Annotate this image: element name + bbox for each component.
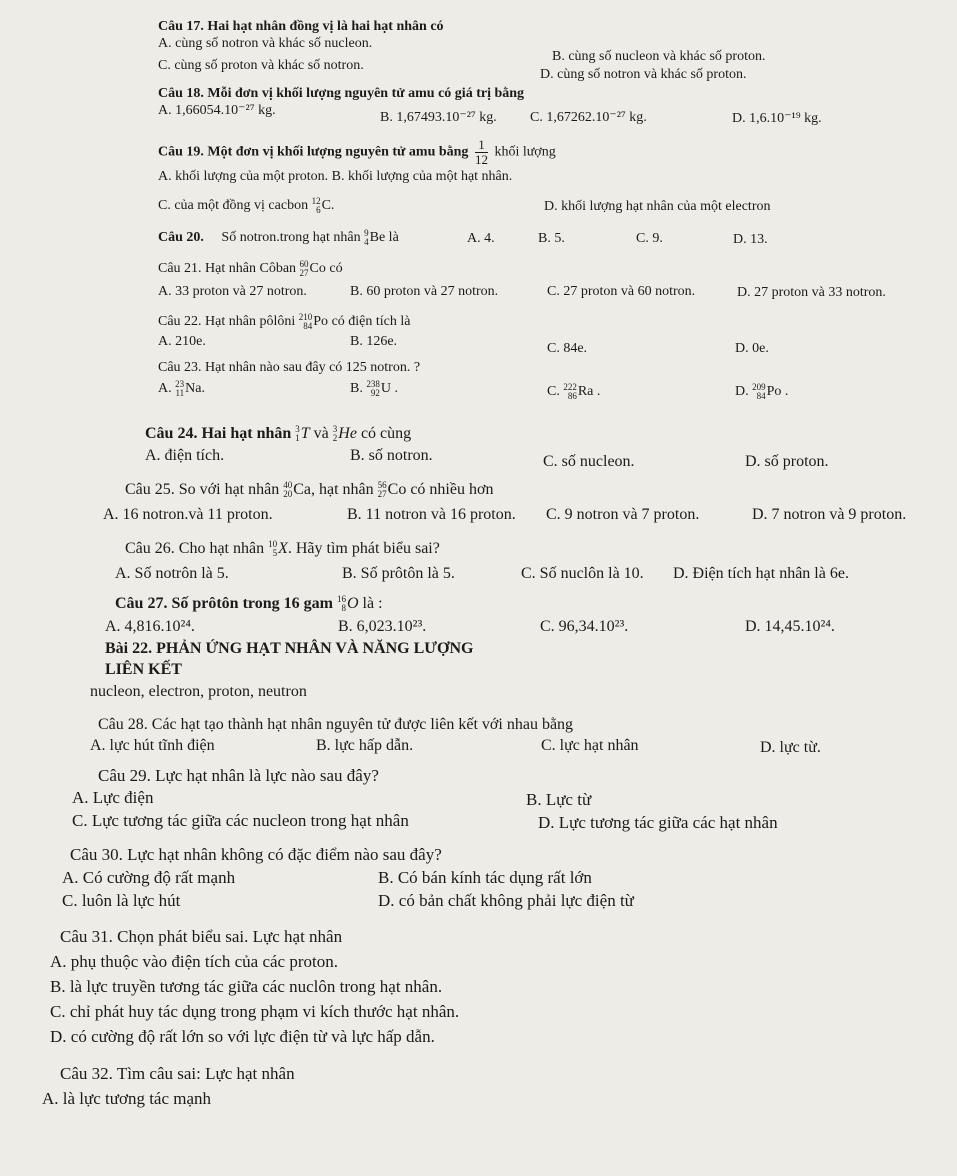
q20-option-c: C. 9.	[636, 231, 663, 246]
q21-title-text: Câu 21. Hạt nhân Côban	[158, 261, 297, 277]
q22-title-post: có điện tích là	[331, 314, 411, 330]
po209-atomic: 84	[756, 391, 766, 401]
q32-option-a: A. là lực tương tác mạnh	[42, 1089, 212, 1108]
q19-title-pre: Câu 19. Một đơn vị khối lượng nguyên tử amu bằng	[158, 144, 469, 160]
q23-b-label: B.	[350, 381, 363, 397]
q25-title	[125, 481, 493, 499]
q17-option-b: B. cùng số nucleon và khác số proton.	[552, 49, 766, 64]
q20-title	[158, 229, 399, 247]
t-mass: 3	[295, 424, 300, 435]
q17-title: Câu 17. Hai hạt nhân đồng vị là hai hạt nhân có	[158, 19, 444, 34]
co56-symbol: Co	[387, 481, 407, 498]
q27-option-d: D. 14,45.10²⁴.	[745, 618, 835, 635]
co56-isotope	[378, 481, 387, 499]
q23-option-b	[350, 380, 398, 398]
po209-isotope	[752, 383, 766, 401]
q20-text: Số notron.trong hạt nhân	[221, 230, 361, 246]
q19-title-post: khối lượng	[494, 144, 556, 160]
co56-atomic: 27	[377, 489, 387, 500]
q26-title-post: . Hãy tìm phát biểu sai?	[287, 540, 440, 557]
section-keywords: nucleon, electron, proton, neutron	[90, 683, 307, 700]
q18-option-d: D. 1,6.10⁻¹⁹ kg.	[732, 111, 822, 126]
q17-option-a: A. cùng số notron và khác số nucleon.	[158, 36, 373, 51]
q25-option-d: D. 7 notron và 9 proton.	[752, 506, 907, 523]
q24-title	[145, 425, 411, 443]
q22-option-a: A. 210e.	[158, 334, 206, 349]
q29-option-d: D. Lực tương tác giữa các hạt nhân	[538, 813, 778, 832]
q29-option-b: B. Lực từ	[526, 790, 592, 809]
q26-option-d: D. Điện tích hạt nhân là 6e.	[673, 565, 849, 582]
co56-mass: 56	[377, 480, 387, 491]
be-atomic: 4	[364, 237, 369, 247]
q29-option-c: C. Lực tương tác giữa các nucleon trong hạt nhân	[72, 811, 409, 830]
o-atomic: 8	[341, 603, 346, 614]
q31-option-d: D. có cường độ rất lớn so với lực điện từ và lực hấp dẫn.	[50, 1027, 435, 1046]
q27-title-post: là :	[362, 595, 383, 612]
po-symbol: Po	[313, 314, 329, 330]
q24-option-d: D. số proton.	[745, 453, 829, 470]
q19-title	[158, 138, 556, 167]
he-symbol: He	[338, 425, 357, 442]
section-subtitle: LIÊN KẾT	[105, 661, 182, 678]
q22-title	[158, 313, 410, 331]
u-atomic: 92	[370, 388, 380, 398]
be-symbol: Be là	[369, 230, 399, 246]
q30-option-d: D. có bản chất không phải lực điện từ	[378, 891, 634, 910]
ra-symbol: Ra .	[577, 384, 601, 400]
q31-option-a: A. phụ thuộc vào điện tích của các proton.	[50, 952, 338, 971]
na-symbol: Na.	[185, 381, 205, 397]
u-mass: 238	[366, 379, 380, 389]
q31-option-c: C. chỉ phát huy tác dụng trong phạm vi kích thước hạt nhân.	[50, 1002, 460, 1021]
co-isotope	[300, 260, 309, 278]
q23-option-d	[735, 383, 788, 401]
o-isotope	[337, 595, 346, 613]
x-mass: 10	[268, 539, 278, 550]
q21-option-d: D. 27 proton và 33 notron.	[737, 285, 886, 300]
q21-option-a: A. 33 proton và 27 notron.	[158, 284, 307, 299]
ra-mass: 222	[563, 382, 577, 392]
o-symbol: O	[346, 595, 359, 612]
q30-title: Câu 30. Lực hạt nhân không có đặc điểm nào sau đây?	[70, 845, 442, 864]
ca-atomic: 20	[283, 489, 293, 500]
q27-option-c: C. 96,34.10²³.	[540, 618, 629, 635]
q18-title: Câu 18. Mỗi đơn vị khối lượng nguyên tử amu có giá trị bằng	[158, 86, 525, 101]
ra-isotope	[563, 383, 577, 401]
q25-option-a: A. 16 notron.và 11 proton.	[103, 506, 273, 523]
q21-option-c: C. 27 proton và 60 notron.	[547, 284, 696, 299]
q22-option-b: B. 126e.	[350, 334, 398, 349]
be-isotope	[364, 229, 369, 247]
q20-option-a: A. 4.	[467, 231, 495, 246]
q31-title: Câu 31. Chọn phát biểu sai. Lực hạt nhân	[60, 927, 343, 946]
q32-title: Câu 32. Tìm câu sai: Lực hạt nhân	[60, 1064, 295, 1083]
q20-label: Câu 20.	[158, 230, 204, 246]
be-mass: 9	[364, 228, 369, 238]
q20-option-d: D. 13.	[733, 232, 768, 247]
q28-option-c: C. lực hạt nhân	[541, 737, 639, 754]
he-isotope	[333, 425, 338, 443]
q22-option-c: C. 84e.	[547, 341, 588, 356]
q23-option-a	[158, 380, 205, 398]
he-mass: 3	[332, 424, 338, 435]
q24-option-a: A. điện tích.	[145, 447, 225, 464]
q24-title-text: Câu 24. Hai hạt nhân	[145, 425, 292, 442]
u-symbol: U .	[380, 381, 398, 397]
q19-frac-den: 12	[474, 152, 488, 167]
po209-mass: 209	[752, 382, 766, 392]
q20-option-b: B. 5.	[538, 231, 565, 246]
ca-mass: 40	[283, 480, 293, 491]
co-symbol: Co có	[309, 261, 343, 277]
t-isotope	[295, 425, 300, 443]
co-atomic: 27	[299, 268, 309, 278]
q26-option-c: C. Số nuclôn là 10.	[521, 565, 644, 582]
q28-title: Câu 28. Các hạt tạo thành hạt nhân nguyên tử được liên kết với nhau bằng	[98, 716, 574, 733]
na-isotope	[175, 380, 184, 398]
q27-option-a: A. 4,816.10²⁴.	[105, 618, 195, 635]
q25-title-post: có nhiều hơn	[410, 481, 494, 498]
q19-fraction	[475, 138, 488, 167]
he-atomic: 2	[332, 433, 338, 444]
q23-title: Câu 23. Hạt nhân nào sau đây có 125 notron. ?	[158, 360, 421, 375]
o-mass: 16	[336, 594, 346, 605]
q26-title	[125, 540, 440, 558]
x-isotope	[268, 540, 277, 558]
ra-atomic: 86	[567, 391, 577, 401]
q19-options-ab: A. khối lượng của một proton. B. khối lượng của một hạt nhân.	[158, 169, 513, 184]
q23-a-label: A.	[158, 381, 172, 397]
q24-option-b: B. số notron.	[350, 447, 433, 464]
t-symbol: T	[300, 425, 310, 442]
q29-option-a: A. Lực điện	[72, 788, 154, 807]
q26-option-a: A. Số notrôn là 5.	[115, 565, 229, 582]
co-mass: 60	[299, 259, 309, 269]
q25-option-c: C. 9 notron và 7 proton.	[546, 506, 700, 523]
q18-option-b: B. 1,67493.10⁻²⁷ kg.	[380, 110, 497, 125]
q25-option-b: B. 11 notron và 16 proton.	[347, 506, 516, 523]
carbon-symbol: C.	[321, 198, 335, 214]
q27-title	[115, 595, 383, 613]
q17-option-d: D. cùng số notron và khác số proton.	[540, 67, 747, 82]
carbon-isotope	[312, 197, 321, 215]
section-title: Bài 22. PHẢN ỨNG HẠT NHÂN VÀ NĂNG LƯỢNG	[105, 640, 474, 657]
q23-c-label: C.	[547, 384, 560, 400]
q24-option-c: C. số nucleon.	[543, 453, 635, 470]
q19-frac-num: 1	[475, 138, 488, 153]
na-atomic: 11	[175, 388, 185, 398]
q22-title-text: Câu 22. Hạt nhân pôlôni	[158, 314, 296, 330]
na-mass: 23	[175, 379, 185, 389]
u-isotope	[366, 380, 380, 398]
q22-option-d: D. 0e.	[735, 341, 769, 356]
po-atomic: 84	[303, 321, 313, 331]
q24-title-post: có cùng	[360, 425, 412, 442]
q18-option-a: A. 1,66054.10⁻²⁷ kg.	[158, 103, 276, 118]
t-atomic: 1	[295, 433, 300, 444]
carbon-mass: 12	[311, 196, 321, 206]
po-mass: 210	[298, 312, 313, 322]
q21-option-b: B. 60 proton và 27 notron.	[350, 284, 499, 299]
q29-title: Câu 29. Lực hạt nhân là lực nào sau đây?	[98, 766, 379, 785]
q28-option-b: B. lực hấp dẫn.	[316, 737, 414, 754]
q28-option-d: D. lực từ.	[760, 739, 821, 756]
q27-title-text: Câu 27. Số prôtôn trong 16 gam	[115, 595, 333, 612]
q19-option-d: D. khối lượng hạt nhân của một electron	[544, 199, 771, 214]
q19-option-c	[158, 197, 334, 215]
x-symbol: X	[278, 540, 288, 557]
po-isotope	[299, 313, 313, 331]
q23-option-c	[547, 383, 600, 401]
q25-title-text: Câu 25. So với hạt nhân	[125, 481, 280, 498]
q26-title-text: Câu 26. Cho hạt nhân	[125, 540, 265, 557]
po209-symbol: Po .	[766, 384, 789, 400]
ca-isotope	[283, 481, 292, 499]
q17-option-c: C. cùng số proton và khác số notron.	[158, 58, 364, 73]
carbon-atomic: 6	[316, 205, 321, 215]
q30-option-c: C. luôn là lực hút	[62, 891, 181, 910]
q30-option-a: A. Có cường độ rất mạnh	[62, 868, 236, 887]
q28-option-a: A. lực hút tĩnh điện	[90, 737, 215, 754]
q23-d-label: D.	[735, 384, 749, 400]
q30-option-b: B. Có bán kính tác dụng rất lớn	[378, 868, 592, 887]
q18-option-c: C. 1,67262.10⁻²⁷ kg.	[530, 110, 647, 125]
ca-symbol: Ca, hạt nhân	[293, 481, 374, 498]
x-atomic: 5	[272, 548, 278, 559]
q27-option-b: B. 6,023.10²³.	[338, 618, 427, 635]
q31-option-b: B. là lực truyền tương tác giữa các nuclôn trong hạt nhân.	[50, 977, 443, 996]
q26-option-b: B. Số prôtôn là 5.	[342, 565, 455, 582]
q21-title	[158, 260, 343, 278]
q19-option-c-text: C. của một đồng vị cacbon	[158, 198, 309, 214]
q24-and: và	[313, 425, 329, 442]
